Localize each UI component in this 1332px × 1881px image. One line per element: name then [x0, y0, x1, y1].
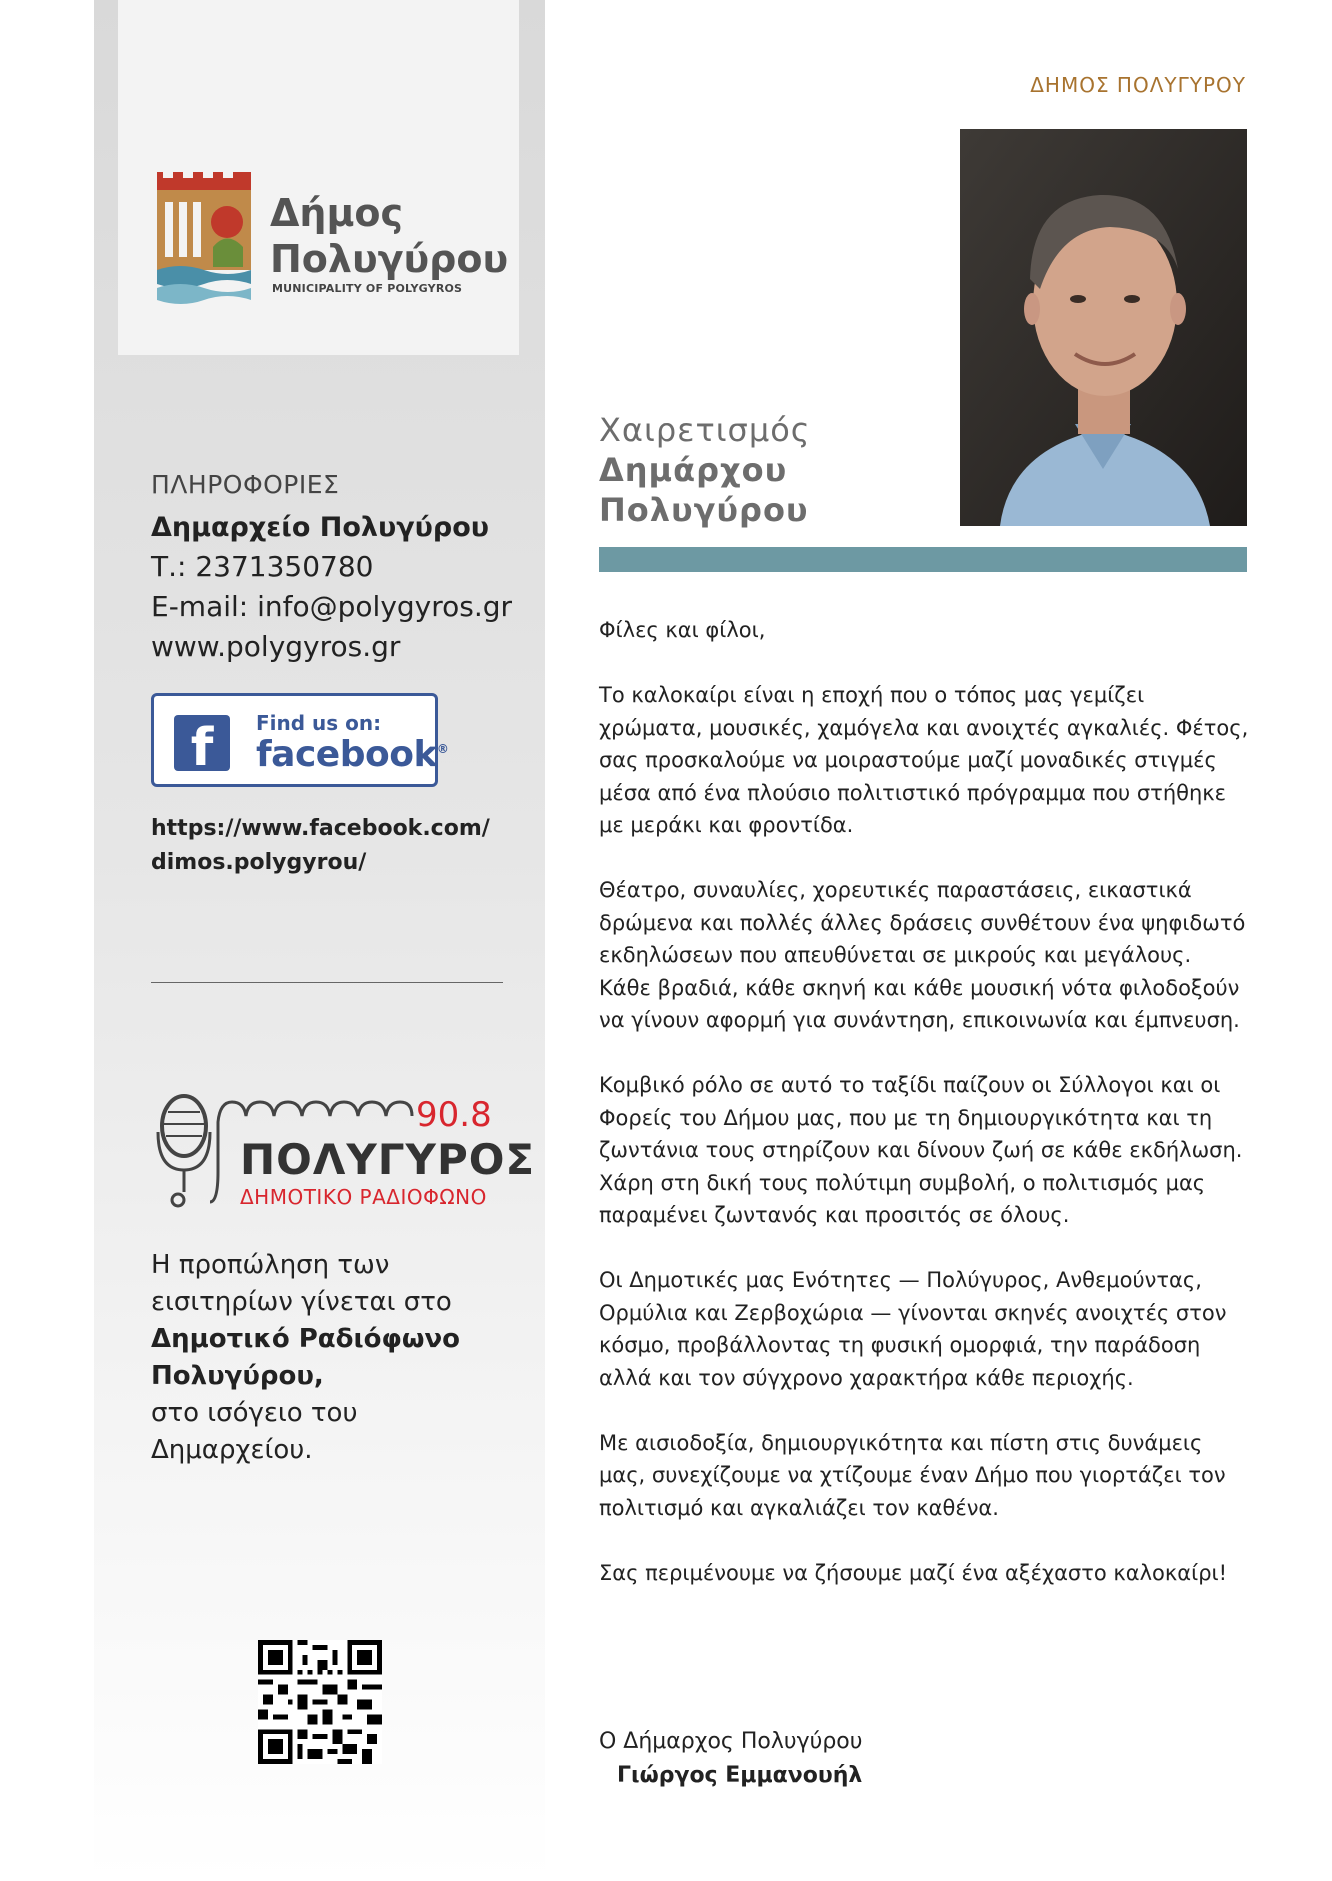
facebook-url[interactable] [151, 812, 490, 880]
mayor-portrait [960, 129, 1247, 526]
info-name: Δημαρχείο Πολυγύρου [151, 512, 489, 543]
logo-line2: Πολυγύρου [270, 237, 509, 281]
facebook-url-line1: https://www.facebook.com/ [151, 816, 490, 841]
logo-name [270, 190, 508, 282]
sidebar-divider [151, 982, 503, 983]
facebook-icon: f [174, 715, 230, 771]
facebook-badge[interactable] [151, 693, 449, 787]
facebook-word-text: facebook [256, 734, 437, 775]
letter-paragraph-2: Θέατρο, συναυλίες, χορευτικές παραστάσεις, εικαστικά δρώμενα και πολλές άλλες δράσεις συνθέτουν ένα ψηφιδωτό εκδηλώσεων που απευθύνεται σε μικρούς και μεγάλους. Κάθε βραδιά, κάθε σκηνή και κάθε μουσική νότα φιλοδοξούν να γίνουν αφορμή για συνάντηση, επικοινωνία και έμπνευση. [599, 878, 1246, 1032]
letter-paragraph-6: Σας περιμένουμε να ζήσουμε μαζί ένα αξέχαστο καλοκαίρι! [599, 1560, 1228, 1585]
signature-title: Ο Δήμαρχος Πολυγύρου [599, 1729, 863, 1754]
signature-name: Γιώργος Εμμανουήλ [617, 1763, 863, 1788]
info-email[interactable]: E-mail: info@polygyros.gr [151, 590, 513, 623]
mayor-letter [599, 614, 1249, 1622]
letter-salutation: Φίλες και φίλοι, [599, 618, 766, 642]
letter-paragraph-4: Οι Δημοτικές μας Ενότητες — Πολύγυρος, Ανθεμούντας, Ορμύλια και Ζερβοχώρια — γίνονται σκηνές ανοιχτές στον κόσμο, προβάλλοντας τη φυσική ομορφιά, την παράδοση αλλά και τον σύγχρονο χαρακτήρα κάθε περιοχής. [599, 1268, 1227, 1390]
signature [599, 1725, 863, 1793]
radio-name: ΠΟΛΥΓΥΡΟΣ [240, 1135, 536, 1184]
radio-frequency: 90.8 [416, 1095, 492, 1135]
letter-paragraph-5: Με αισιοδοξία, δημιουργικότητα και πίστη στις δυνάμεις μας, συνεχίζουμε να χτίζουμε έναν Δήμο που γιορτάζει τον πολιτισμό και αγκαλιάζει τον καθένα. [599, 1430, 1226, 1520]
presale-line1: Η προπώληση των [151, 1250, 390, 1280]
greeting-title [599, 410, 811, 530]
accent-bar [599, 547, 1247, 572]
presale-line3: στο ισόγειο του [151, 1398, 358, 1428]
municipality-header: ΔΗΜΟΣ ΠΟΛΥΓΥΡΟΥ [1030, 73, 1246, 97]
letter-paragraph-3: Κομβικό ρόλο σε αυτό το ταξίδι παίζουν οι Σύλλογοι και οι Φορείς του Δήμου μας, που με τη δημιουργικότητα και τη ζωντάνια τους στηρίζουν και δίνουν ζωή σε κάθε εκδήλωση. Χάρη στη δική τους πολύτιμη συμβολή, ο πολιτισμός μας παραμένει ζωντανός και προσιτός σε όλους. [599, 1073, 1243, 1227]
municipality-emblem-icon [155, 172, 253, 312]
greeting-line3: Πολυγύρου [599, 491, 809, 529]
logo-line1: Δήμος [270, 191, 404, 235]
presale-line4: Δημαρχείου. [151, 1435, 313, 1465]
facebook-word: facebook® [256, 734, 449, 775]
presale-line2: εισιτηρίων γίνεται στο [151, 1287, 452, 1317]
presale-text [151, 1247, 460, 1469]
facebook-url-line2: dimos.polygyrou/ [151, 850, 367, 875]
logo-subtitle: MUNICIPALITY OF POLYGYROS [272, 282, 463, 295]
presale-bold1: Δημοτικό Ραδιόφωνο [151, 1324, 461, 1354]
facebook-find-us: Find us on: [256, 711, 382, 735]
qr-code-icon[interactable] [258, 1640, 382, 1764]
greeting-line2: Δημάρχου [599, 451, 788, 489]
letter-paragraph-1: Το καλοκαίρι είναι η εποχή που ο τόπος μας γεμίζει χρώματα, μουσικές, χαμόγελα και ανοιχτές αγκαλιές. Φέτος, σας προσκαλούμε να μοιραστούμε μαζί μοναδικές στιγμές μέσα από ένα πλούσιο πολιτιστικό πρόγραμμα που στήθηκε με μεράκι και φροντίδα. [599, 683, 1249, 837]
info-heading: ΠΛΗΡΟΦΟΡΙΕΣ [151, 470, 340, 499]
info-website[interactable]: www.polygyros.gr [151, 630, 401, 663]
presale-bold2: Πολυγύρου, [151, 1361, 324, 1391]
info-phone: Τ.: 2371350780 [151, 550, 374, 583]
radio-subtitle: ΔΗΜΟΤΙΚΟ ΡΑΔΙΟΦΩΝΟ [240, 1185, 487, 1209]
greeting-line1: Χαιρετισμός [599, 411, 811, 449]
